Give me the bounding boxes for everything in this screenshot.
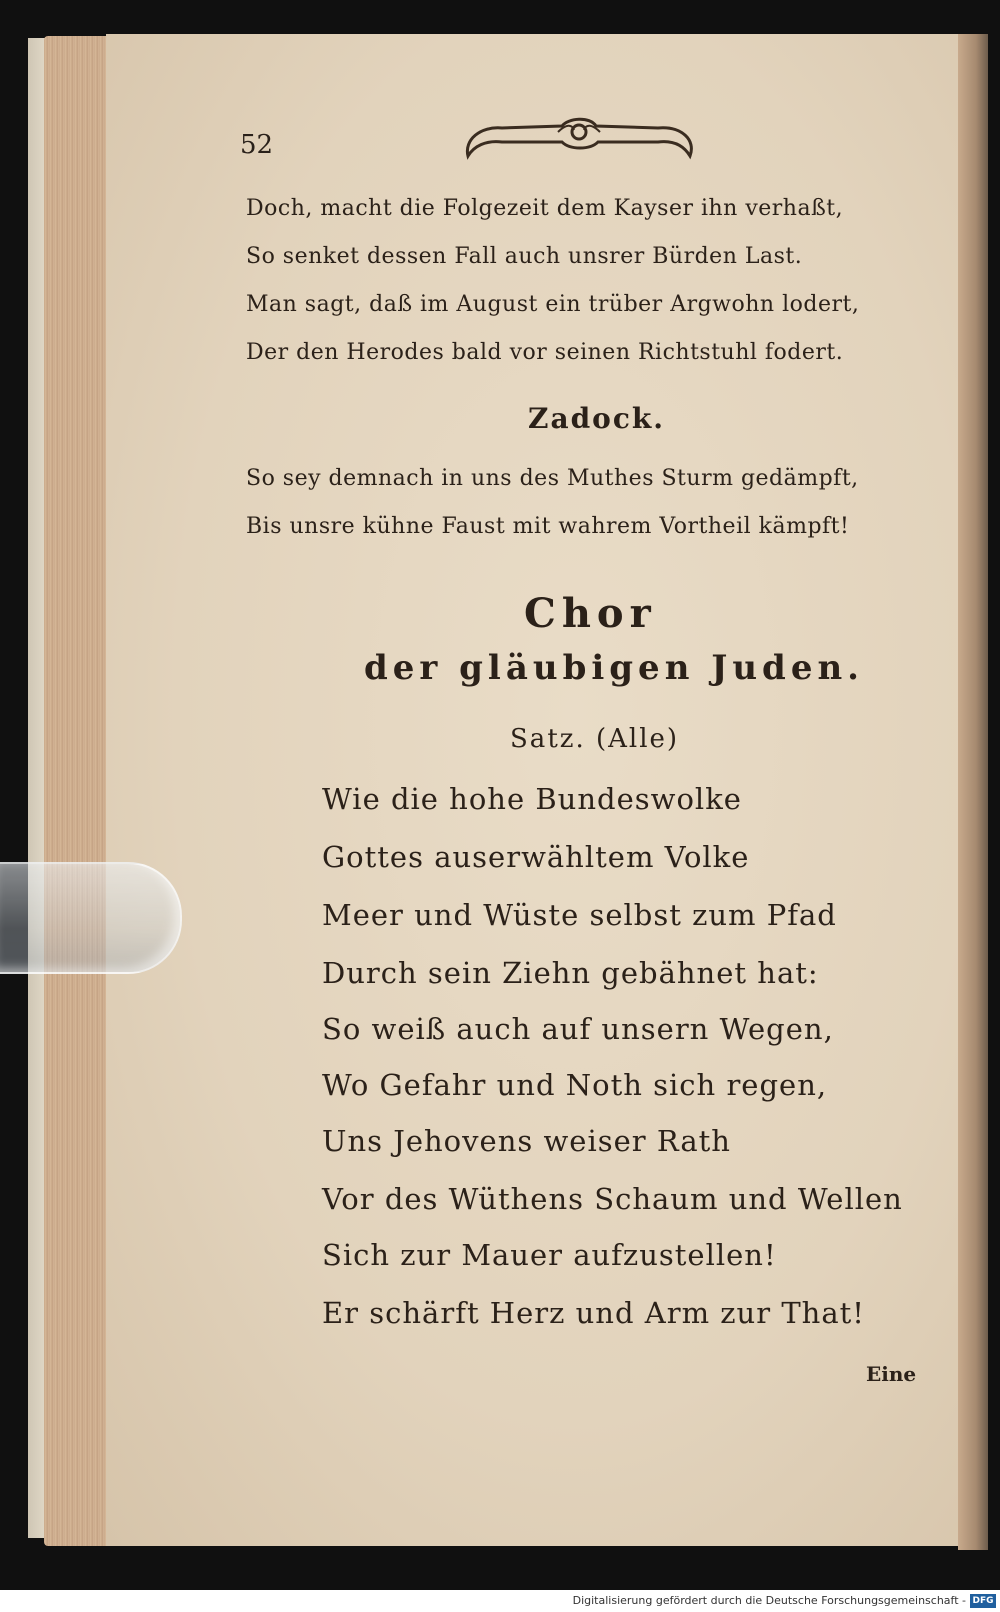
ornament-headpiece [462,112,698,168]
chorus-line: Durch sein Ziehn gebähnet hat: [322,956,819,990]
chorus-line: Er schärft Herz und Arm zur That! [322,1296,865,1330]
book-gutter [958,34,988,1550]
satz-heading: Satz. (Alle) [510,724,680,754]
digitization-credit: Digitalisierung gefördert durch die Deutsche Forschungsgemeinschaft - [572,1594,966,1607]
chorus-line: Uns Jehovens weiser Rath [322,1124,731,1158]
verse-line: Doch, macht die Folgezeit dem Kayser ihn verhaßt, [246,196,844,221]
chorus-line: Vor des Wüthens Schaum und Wellen [322,1182,903,1216]
chorus-line: Sich zur Mauer aufzustellen! [322,1238,777,1272]
verse-line: Bis unsre kühne Faust mit wahrem Vortheil kämpft! [246,514,850,539]
speaker-name: Zadock. [528,402,666,435]
dfg-logo: DFG [970,1594,996,1608]
chorus-subtitle: der gläubigen Juden. [364,648,865,688]
chorus-line: Wie die hohe Bundeswolke [322,782,742,816]
catchword: Eine [866,1362,917,1386]
glass-page-clip [0,862,182,974]
verse-line: Der den Herodes bald vor seinen Richtstuhl fodert. [246,340,844,365]
verse-line: Man sagt, daß im August ein trüber Argwohn lodert, [246,292,860,317]
chorus-line: Wo Gefahr und Noth sich regen, [322,1068,828,1102]
chorus-line: Gottes auserwähltem Volke [322,840,750,874]
chorus-line: Meer und Wüste selbst zum Pfad [322,898,837,932]
chorus-title: Chor [524,590,657,637]
verse-line: So sey demnach in uns des Muthes Sturm gedämpft, [246,466,859,491]
chorus-line: So weiß auch auf unsern Wegen, [322,1012,834,1046]
verse-line: So senket dessen Fall auch unsrer Bürden Last. [246,244,803,269]
page-number: 52 [240,130,274,160]
